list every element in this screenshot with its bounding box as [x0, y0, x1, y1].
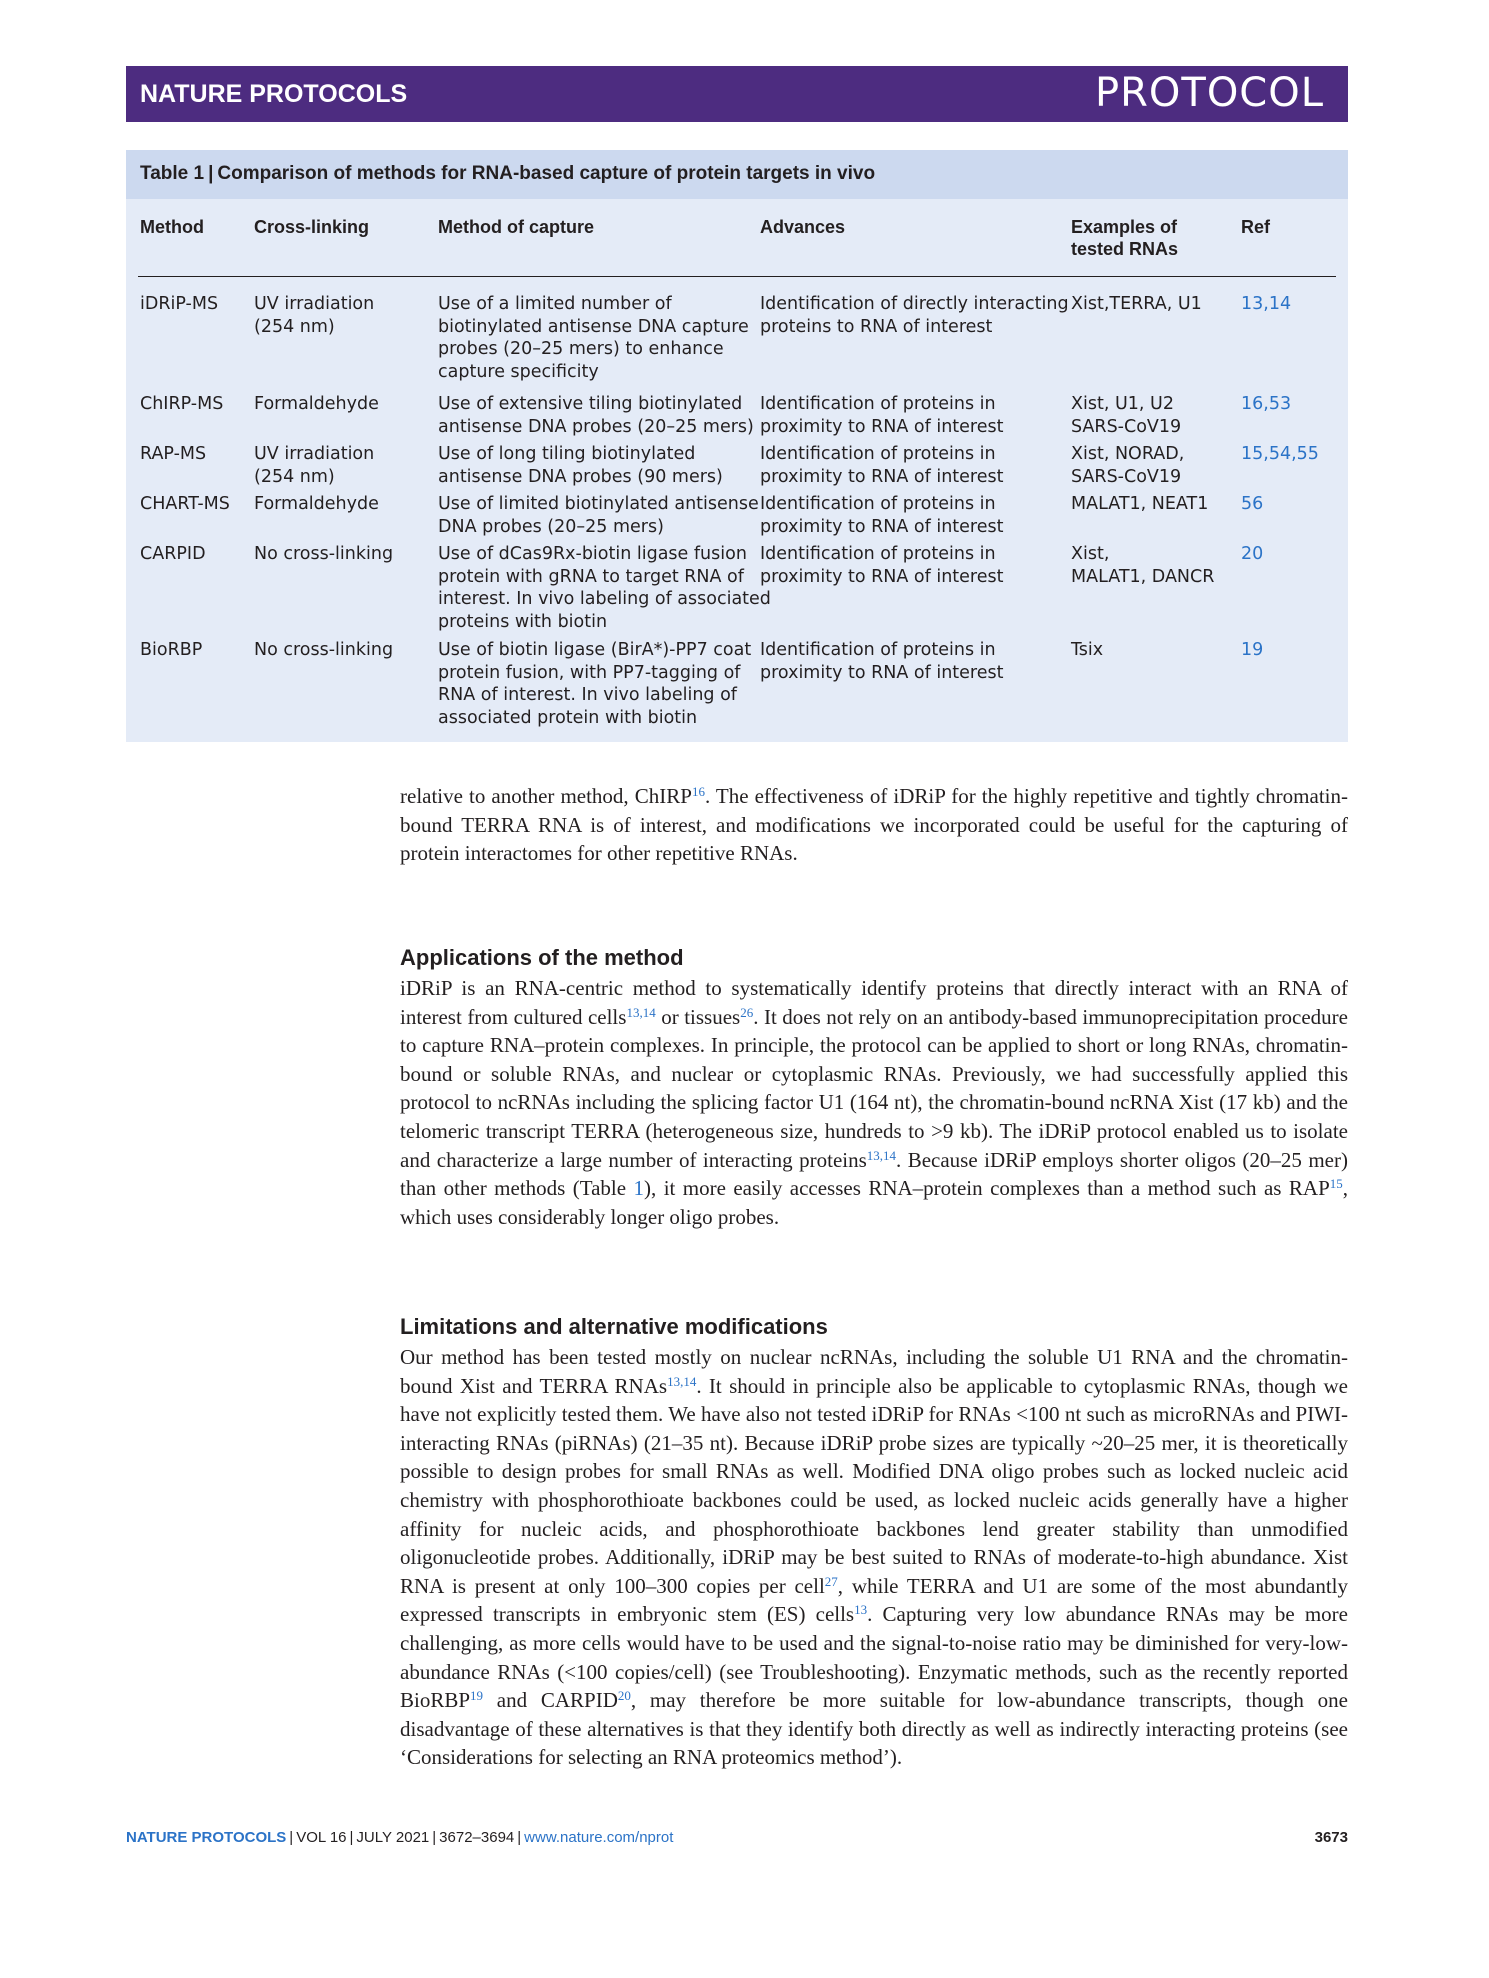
cell-line: proximity to RNA of interest [760, 466, 1004, 487]
table-cell-examples [1071, 293, 1202, 316]
cell-line: BioRBP [140, 640, 203, 660]
table-cell-ref[interactable] [1241, 493, 1263, 516]
text-run: . Because iDRiP employs shorter oligos (20–25 mer) than other methods (Table [400, 1147, 1348, 1201]
cell-line: Xist,TERRA, U1 [1071, 294, 1202, 314]
table-cell-examples [1071, 639, 1103, 662]
cell-line: RNA of interest. In vivo labeling of [438, 685, 737, 705]
cell-line: (254 nm) [254, 466, 335, 487]
table-cell-crosslinking [254, 293, 374, 338]
cell-line: Identification of proteins in [760, 394, 996, 414]
cell-line: Xist, [1071, 544, 1110, 564]
text-run: or tissues [655, 1004, 741, 1029]
table-cell-advances [760, 393, 1003, 438]
table-header-rule [138, 276, 1336, 277]
cell-line: probes (20–25 mers) to enhance [438, 339, 724, 359]
table-cell-crosslinking [254, 493, 379, 516]
table-cell-crosslinking [254, 443, 374, 488]
cell-line: Tsix [1071, 640, 1104, 660]
column-header-line: Ref [1241, 217, 1271, 237]
table-cell-examples [1071, 443, 1184, 488]
cell-line: Identification of proteins in [760, 544, 996, 564]
cell-line: proximity to RNA of interest [760, 516, 1004, 537]
table-cell-ref[interactable] [1241, 639, 1263, 662]
footer-volume: VOL 16 [296, 1829, 347, 1846]
table-cell-advances [760, 493, 1003, 538]
column-header [760, 216, 845, 238]
footer-date: JULY 2021 [356, 1829, 430, 1846]
citation-link[interactable]: 13,14 [626, 1004, 656, 1020]
cell-line: Identification of proteins in [760, 640, 996, 660]
table-cell-examples [1071, 493, 1208, 516]
table-cell-capture [438, 293, 749, 383]
table-cell-examples [1071, 543, 1214, 588]
cell-line: proteins to RNA of interest [760, 316, 993, 337]
cell-line: 15,54,55 [1241, 444, 1319, 464]
table-cell-capture [438, 639, 751, 729]
text-run: . Capturing very low abundance RNAs may be more challenging, as more cells would have to be used and the signal-to-noise ratio may be diminished for very-low-abundance RNAs (<100 copies/cell) (see Troubleshooting). Enzymatic methods, such as the recently reported BioRBP [400, 1602, 1348, 1713]
citation-link[interactable]: 19 [470, 1688, 484, 1704]
column-header [438, 216, 594, 238]
cell-line: Identification of directly interacting [760, 294, 1069, 314]
cell-line: capture specificity [438, 361, 599, 382]
cell-line: CARPID [140, 544, 206, 564]
text-run: ), it more easily accesses RNA–protein complexes than a method such as RAP [644, 1176, 1330, 1201]
table-cell-capture [438, 543, 771, 633]
cell-line: antisense DNA probes (90 mers) [438, 466, 723, 487]
footer-url-link[interactable]: www.nature.com/nprot [524, 1829, 674, 1846]
citation-link[interactable]: 13,14 [866, 1147, 897, 1163]
text-run: relative to another method, ChIRP [400, 784, 692, 808]
cell-line: proteins with biotin [438, 611, 608, 632]
column-header [140, 216, 204, 238]
cell-line: protein with gRNA to target RNA of [438, 566, 744, 587]
table-caption [126, 150, 1348, 199]
column-header-line: tested RNAs [1071, 239, 1179, 259]
cell-line: 16,53 [1241, 394, 1292, 414]
table-label: Table 1 [140, 163, 205, 184]
applications-paragraph [400, 974, 1348, 1231]
cell-line: SARS-CoV19 [1071, 466, 1182, 487]
cell-line: Formaldehyde [254, 394, 379, 414]
table-cell-ref[interactable] [1241, 443, 1319, 466]
citation-link[interactable]: 13,14 [667, 1373, 697, 1389]
cell-line: associated protein with biotin [438, 707, 698, 728]
text-run: . It does not rely on an antibody-based immunoprecipitation procedure to capture RNA–protein complexes. In principle, the protocol can be applied to short or long RNAs, chromatin-bound or soluble RNAs, and nuclear or cytoplasmic RNAs. Previously, we had successfully applied this protocol to ncRNAs including the splicing factor U1 (164 nt), the chromatin-bound ncRNA Xist (17 kb) and the telomeric transcript TERRA (heterogeneous size, hundreds to >9 kb). The iDRiP protocol enabled us to isolate and characterize a large number of interacting proteins [400, 1004, 1348, 1172]
text-run: . The effectiveness of iDRiP for the highly repetitive and tightly chromatin-bound TERRA RNA is of interest, and modifications we incorporated could be useful for the capturing of protein interactomes for other repetitive RNAs. [400, 784, 1348, 866]
cell-line: antisense DNA probes (20–25 mers) [438, 416, 754, 437]
cell-line: Formaldehyde [254, 494, 379, 514]
section-label: PROTOCOL [1094, 70, 1324, 116]
column-header-line: Cross-linking [254, 217, 370, 237]
footer-separator: | [517, 1829, 522, 1846]
page-footer [126, 1829, 673, 1846]
table-cell-ref[interactable] [1241, 293, 1291, 316]
table-title: Comparison of methods for RNA-based capture of protein targets in vivo [217, 163, 876, 184]
table-reference-link[interactable]: 1 [633, 1176, 645, 1201]
journal-name: NATURE PROTOCOLS [140, 80, 408, 108]
cell-line: Use of limited biotinylated antisense [438, 494, 759, 514]
table-cell-capture [438, 393, 754, 438]
column-header-line: Examples of [1071, 217, 1178, 237]
cell-line: proximity to RNA of interest [760, 416, 1004, 437]
cell-line: No cross-linking [254, 544, 394, 564]
cell-line: Xist, NORAD, [1071, 444, 1185, 464]
table-cell-method [140, 543, 206, 566]
table-cell-crosslinking [254, 393, 379, 416]
cell-line: MALAT1, NEAT1 [1071, 494, 1209, 514]
cell-line: 20 [1241, 544, 1264, 564]
cell-line: 56 [1241, 494, 1264, 514]
citation-link[interactable]: 13 [854, 1602, 868, 1618]
journal-header-bar [126, 66, 1348, 122]
text-run: Our method has been tested mostly on nuclear ncRNAs, including the soluble U1 RNA and the chromatin-bound Xist and TERRA RNAs [400, 1345, 1348, 1398]
citation-link[interactable]: 26 [740, 1004, 754, 1020]
table-cell-method [140, 443, 206, 466]
section-heading-limitations: Limitations and alternative modifications [400, 1314, 828, 1339]
table-cell-capture [438, 493, 759, 538]
cell-line: UV irradiation [254, 294, 375, 314]
section-heading-applications: Applications of the method [400, 945, 684, 970]
cell-line: Use of biotin ligase (BirA*)-PP7 coat [438, 640, 752, 660]
footer-separator: | [432, 1829, 437, 1846]
table-caption-separator: | [208, 163, 214, 184]
table-cell-advances [760, 639, 1003, 684]
cell-line: Identification of proteins in [760, 494, 996, 514]
cell-line: proximity to RNA of interest [760, 662, 1004, 683]
text-run: iDRiP is an RNA-centric method to systematically identify proteins that directly interact with an RNA of interest from cultured cells [400, 976, 1348, 1029]
cell-line: Use of long tiling biotinylated [438, 444, 696, 464]
table-cell-advances [760, 293, 1069, 338]
cell-line: DNA probes (20–25 mers) [438, 516, 664, 537]
cell-line: RAP-MS [140, 444, 207, 464]
column-header-line: Advances [760, 217, 846, 237]
cell-line: Identification of proteins in [760, 444, 996, 464]
cell-line: MALAT1, DANCR [1071, 566, 1215, 587]
cell-line: proximity to RNA of interest [760, 566, 1004, 587]
cell-line: 13,14 [1241, 294, 1292, 314]
text-run: , which uses considerably longer oligo probes. [400, 1176, 1349, 1229]
cell-line: protein fusion, with PP7-tagging of [438, 662, 741, 683]
citation-link[interactable]: 20 [617, 1688, 631, 1704]
text-run: and CARPID [483, 1688, 618, 1713]
table-cell-method [140, 493, 230, 516]
cell-line: Use of extensive tiling biotinylated [438, 394, 743, 414]
text-run: , may therefore be more suitable for low-abundance transcripts, though one disadvantage of these alternatives is that they identify both directly as well as indirectly interacting proteins (see ‘Considerations for selecting an RNA proteomics method’). [400, 1688, 1348, 1770]
cell-line: No cross-linking [254, 640, 394, 660]
footer-separator: | [349, 1829, 354, 1846]
cell-line: (254 nm) [254, 316, 335, 337]
column-header [1071, 216, 1178, 260]
table-cell-method [140, 393, 223, 416]
comparison-table [126, 150, 1348, 742]
cell-line: SARS-CoV19 [1071, 416, 1182, 437]
intro-paragraph [400, 782, 1348, 868]
text-run: , while TERRA and U1 are some of the most abundantly expressed transcripts in embryonic stem (ES) cells [400, 1573, 1348, 1627]
page-number: 3673 [1314, 1829, 1348, 1846]
column-header-line: Method [140, 217, 204, 237]
cell-line: CHART-MS [140, 494, 230, 514]
citation-link[interactable]: 27 [824, 1573, 838, 1589]
table-cell-advances [760, 543, 1003, 588]
table-cell-examples [1071, 393, 1181, 438]
cell-line: biotinylated antisense DNA capture [438, 316, 749, 337]
table-cell-method [140, 639, 202, 662]
footer-journal: NATURE PROTOCOLS [126, 1829, 287, 1846]
table-cell-crosslinking [254, 543, 393, 566]
citation-link[interactable]: 16 [691, 784, 705, 799]
footer-pages: 3672–3694 [439, 1829, 515, 1846]
cell-line: Use of a limited number of [438, 294, 672, 314]
cell-line: 19 [1241, 640, 1264, 660]
footer-separator: | [289, 1829, 294, 1846]
column-header-line: Method of capture [438, 217, 594, 237]
column-header [254, 216, 369, 238]
cell-line: Xist, U1, U2 [1071, 394, 1174, 414]
text-run: . It should in principle also be applicable to cytoplasmic RNAs, though we have not explicitly tested them. We have also not tested iDRiP for RNAs <100 nt such as microRNAs and PIWI-interacting RNAs (piRNAs) (21–35 nt). Because iDRiP probe sizes are typically ~20–25 mer, it is theoretically possible to design probes for small RNAs as well. Modified DNA oligo probes such as locked nucleic acid chemistry with phosphorothioate backbones could be used, as locked nucleic acids generally have a higher affinity for nucleic acids, and phosphorothioate backbones lend greater stability than unmodified oligonucleotide probes. Additionally, iDRiP may be best suited to RNAs of moderate-to-high abundance. Xist RNA is present at only 100–300 copies per cell [400, 1373, 1348, 1598]
cell-line: ChIRP-MS [140, 394, 224, 414]
cell-line: iDRiP-MS [140, 294, 219, 314]
table-cell-crosslinking [254, 639, 393, 662]
cell-line: Use of dCas9Rx-biotin ligase fusion [438, 544, 747, 564]
limitations-paragraph [400, 1343, 1348, 1772]
table-cell-ref[interactable] [1241, 393, 1291, 416]
table-cell-ref[interactable] [1241, 543, 1263, 566]
table-cell-advances [760, 443, 1003, 488]
table-cell-capture [438, 443, 723, 488]
table-cell-method [140, 293, 218, 316]
citation-link[interactable]: 15 [1329, 1176, 1343, 1192]
cell-line: interest. In vivo labeling of associated [438, 589, 771, 609]
cell-line: UV irradiation [254, 444, 375, 464]
column-header [1241, 216, 1270, 238]
